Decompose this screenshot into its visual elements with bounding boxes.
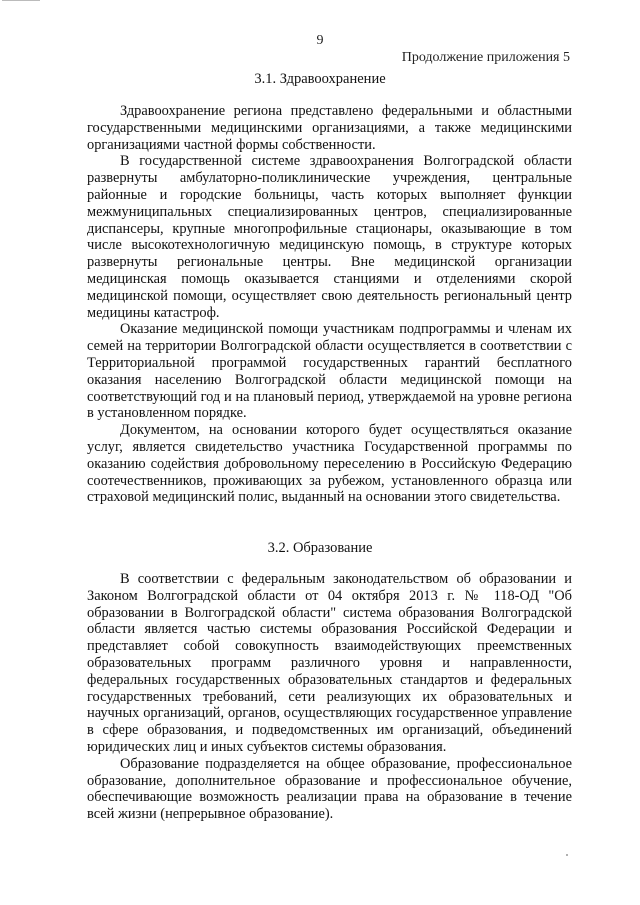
paragraph: Документом, на основании которого будет осуществляться оказание услуг, является свидетельство участника Государственной программы по оказанию содействия добровольному переселению в Российскую Федерацию соотечественников, проживающих за рубежом, установленного образца или страховой медицинский полис, выданный на основании этого свидетельства. bbox=[87, 422, 572, 506]
paragraph: В соответствии с федеральным законодательством об образовании и Законом Волгоградской области от 04 октября 2013 г. № 118-ОД "Об образовании в Волгоградской области" система образования Волгоградской области является частью системы образования Российской Федерации и представляет собой совокупность взаимодействующих преемственных образовательных программ различного уровня и направленности, федеральных государственных образовательных стандартов и федеральных государственных требований, сети реализующих их образовательных и научных организаций, органов, осуществляющих государственное управление в сфере образования, и подведомственных им организаций, объединений юридических лиц и иных субъектов системы образования. bbox=[87, 571, 572, 755]
page-number: 9 bbox=[316, 33, 324, 48]
scan-corner-mark bbox=[2, 0, 40, 4]
section-body-education bbox=[87, 571, 572, 823]
section-title-education: 3.2. Образование bbox=[267, 540, 373, 556]
appendix-label: Продолжение приложения 5 bbox=[401, 50, 570, 65]
paragraph: Образование подразделяется на общее образование, профессиональное образование, дополнительное образование и профессиональное обучение, обеспечивающие возможность реализации права на образование в течение всей жизни (непрерывное образование). bbox=[87, 755, 572, 823]
paragraph: Оказание медицинской помощи участникам подпрограммы и членам их семей на территории Волгоградской области осуществляется в соответствии с Территориальной программой государственных гарантий бесплатного оказания населению Волгоградской области медицинской помощи на соответствующий год и на плановый период, утверждаемой на уровне региона в установленном порядке. bbox=[87, 321, 572, 422]
paragraph: Здравоохранение региона представлено федеральными и областными государственными медицинскими организациями, а также медицинскими организациями частной формы собственности. bbox=[87, 103, 572, 153]
section-body-healthcare bbox=[87, 103, 572, 506]
section-title-healthcare: 3.1. Здравоохранение bbox=[254, 71, 386, 87]
paragraph: В государственной системе здравоохранения Волгоградской области развернуты амбулаторно-поликлинические учреждения, центральные районные и городские больницы, часть которых выполняет функции межмуниципальных специализированных центров, специализированные диспансеры, крупные многопрофильные стационары, оказывающие в том числе высокотехнологичную медицинскую помощь, в структуре которых развернуты региональные центры. Вне медицинской организации медицинская помощь оказывается станциями и отделениями скорой медицинской помощи, осуществляет свою деятельность региональный центр медицины катастроф. bbox=[87, 153, 572, 321]
scan-dot bbox=[566, 854, 568, 856]
